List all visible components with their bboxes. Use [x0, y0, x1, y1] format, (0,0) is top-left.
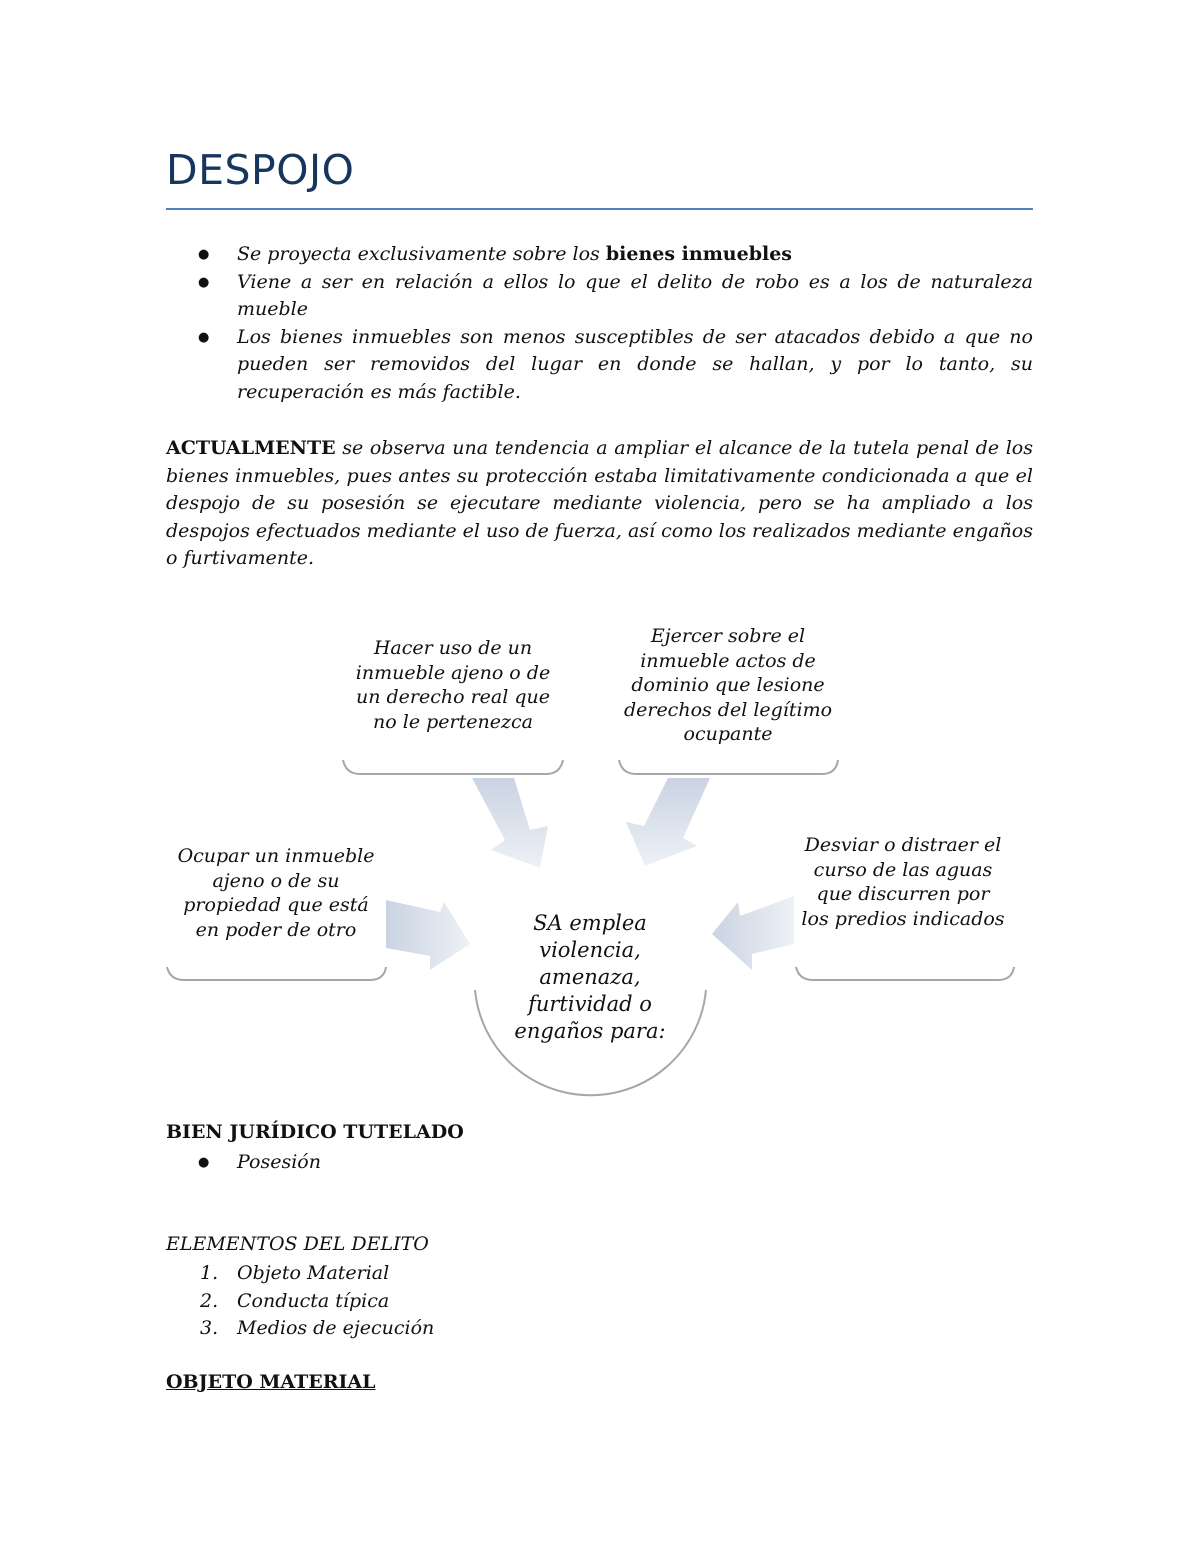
- box-bracket-top-right: [619, 760, 838, 774]
- box-right-text: Desviar o distraer el curso de las aguas que discurren por los predios indicados: [801, 834, 1005, 930]
- list-item: 2. Conducta típica: [200, 1289, 390, 1312]
- box-top-left-text: Hacer uso de un inmueble ajeno o de un derecho real que no le pertenezca: [355, 637, 551, 733]
- actualmente-paragraph: [166, 435, 1033, 573]
- objeto-material-heading: OBJETO MATERIAL: [166, 1371, 376, 1393]
- box-top-right-text: Ejercer sobre el inmueble actos de dominio que lesione derechos del legítimo ocupante: [623, 625, 833, 745]
- list-item: 3. Medios de ejecución: [200, 1317, 435, 1340]
- arrow-right: [712, 896, 794, 970]
- box-bracket-right: [796, 967, 1014, 980]
- intro-bullet-list: [166, 241, 1033, 407]
- box-bracket-left: [167, 967, 386, 980]
- arrow-top-left: [472, 778, 548, 868]
- despojo-diagram: [0, 600, 1200, 1100]
- page-title: DESPOJO: [166, 146, 355, 194]
- list-item: 1. Objeto Material: [200, 1262, 390, 1284]
- elementos-list: [166, 1260, 434, 1343]
- bien-juridico-heading: BIEN JURÍDICO TUTELADO: [166, 1121, 464, 1143]
- list-item: ● Posesión: [166, 1149, 321, 1177]
- arrow-top-right: [626, 778, 710, 866]
- box-bracket-top-left: [343, 760, 563, 774]
- title-underline: [166, 208, 1033, 210]
- elementos-heading: ELEMENTOS DEL DELITO: [166, 1233, 429, 1255]
- box-left-text: Ocupar un inmueble ajeno o de su propiedad que está en poder de otro: [177, 845, 375, 941]
- bien-juridico-list: [166, 1149, 321, 1177]
- bullet-item: ● Se proyecta exclusivamente sobre los bienes inmuebles: [166, 241, 1033, 269]
- bullet-item: ● Viene a ser en relación a ellos lo que el delito de robo es a los de naturaleza mueble: [166, 269, 1033, 324]
- center-circle-text: SA emplea violencia, amenaza, furtividad o engaños para:: [514, 911, 666, 1043]
- paragraph-body: se observa una tendencia a ampliar el alcance de la tutela penal de los bienes inmuebles, pues antes su protección estaba limitativamente condicionada a que el despojo de su posesión se ejecutare mediante violencia, pero se ha ampliado a los despojos efectuados mediante el uso de fuerza, así como los realizados mediante engaños o furtivamente.: [166, 437, 1033, 570]
- arrow-left: [386, 900, 470, 970]
- paragraph-lead: ACTUALMENTE: [166, 437, 336, 459]
- bullet-item: ● Los bienes inmuebles son menos susceptibles de ser atacados debido a que no pueden ser removidos del lugar en donde se hallan, y por lo tanto, su recuperación es más factible.: [166, 324, 1033, 407]
